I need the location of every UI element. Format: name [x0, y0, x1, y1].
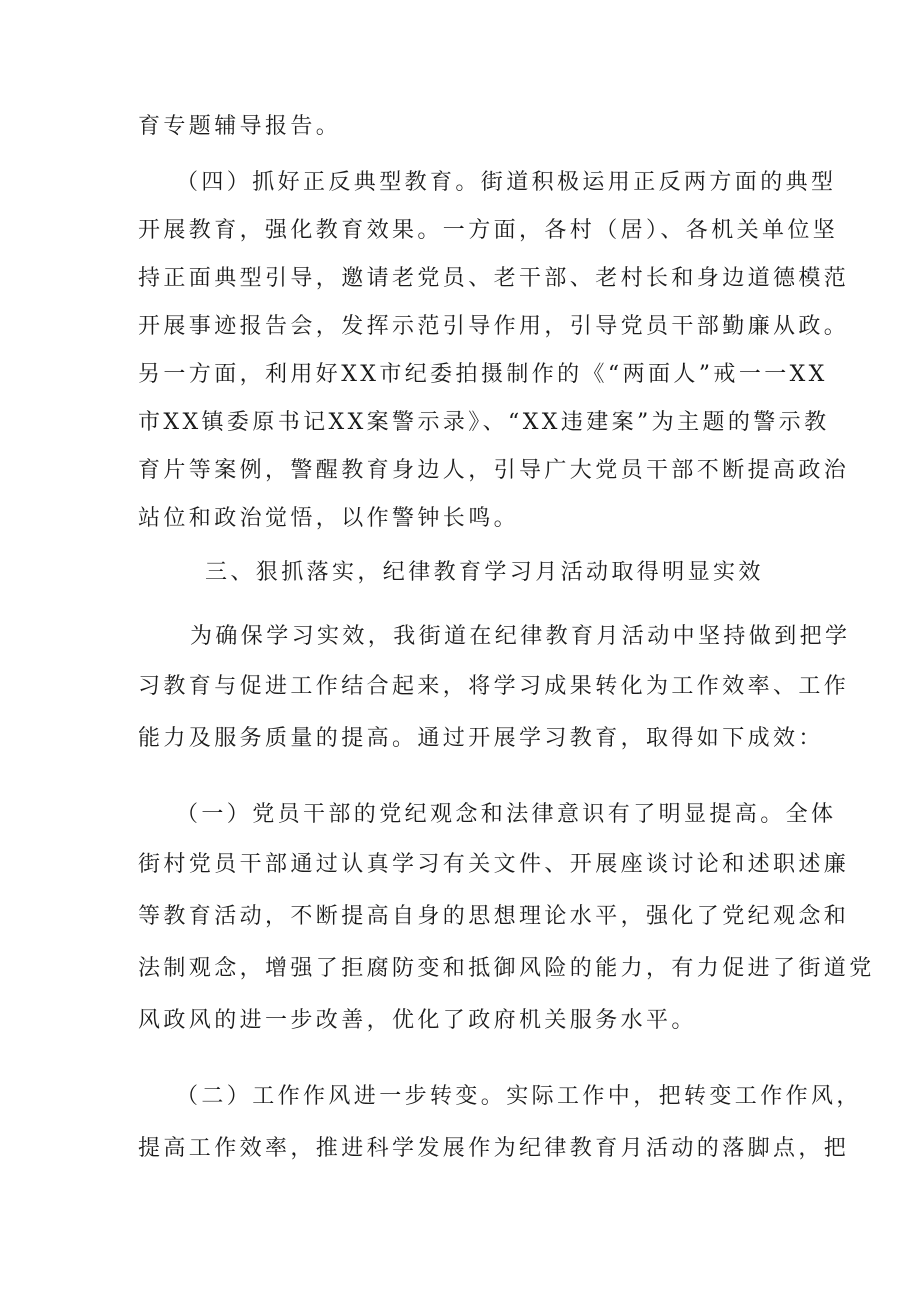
paragraph-line: 站位和政治觉悟，以作警钟长鸣。 [138, 506, 520, 531]
paragraph-line: 提高工作效率，推进科学发展作为纪律教育月活动的落脚点，把 [138, 1136, 850, 1161]
paragraph-line: 能力及服务质量的提高。通过开展学习教育，取得如下成效： [138, 726, 824, 751]
paragraph-line: 市XX镇委原书记XX案警示录》、“XX违建案”为主题的警示教 [138, 410, 830, 435]
paragraph-line: 开展教育，强化教育效果。一方面，各村（居）、各机关单位坚 [138, 218, 839, 243]
paragraph-line: 开展事迹报告会，发挥示范引导作用，引导党员干部勤廉从政。 [138, 314, 850, 339]
paragraph-line: 另一方面，利用好XX市纪委拍摄制作的《“两面人”戒一一XX [138, 362, 828, 387]
paragraph-line: 为确保学习实效，我街道在纪律教育月活动中坚持做到把学 [190, 624, 851, 649]
paragraph-line: 育片等案例，警醒教育身边人，引导广大党员干部不断提高政治 [138, 458, 850, 483]
paragraph-line: 习教育与促进工作结合起来，将学习成果转化为工作效率、工作 [138, 674, 850, 699]
paragraph-line: 等教育活动，不断提高自身的思想理论水平，强化了党纪观念和 [138, 904, 850, 929]
paragraph-line: 持正面典型引导，邀请老党员、老干部、老村长和身边道德模范 [138, 266, 850, 291]
paragraph-line: 育专题辅导报告。 [138, 114, 342, 139]
paragraph-line: （四）抓好正反典型教育。街道积极运用正反两方面的典型 [176, 170, 837, 195]
paragraph-line: 风政风的进一步改善，优化了政府机关服务水平。 [138, 1008, 697, 1033]
paragraph-line: 街村党员干部通过认真学习有关文件、开展座谈讨论和述职述廉 [138, 852, 850, 877]
paragraph-line: 法制观念，增强了拒腐防变和抵御风险的能力，有力促进了街道党 [138, 956, 875, 981]
section-heading: 三、狠抓落实，纪律教育学习月活动取得明显实效 [205, 560, 764, 585]
paragraph-line: （一）党员干部的党纪观念和法律意识有了明显提高。全体 [176, 802, 837, 827]
paragraph-line: （二）工作作风进一步转变。实际工作中，把转变工作作风， [176, 1084, 862, 1109]
